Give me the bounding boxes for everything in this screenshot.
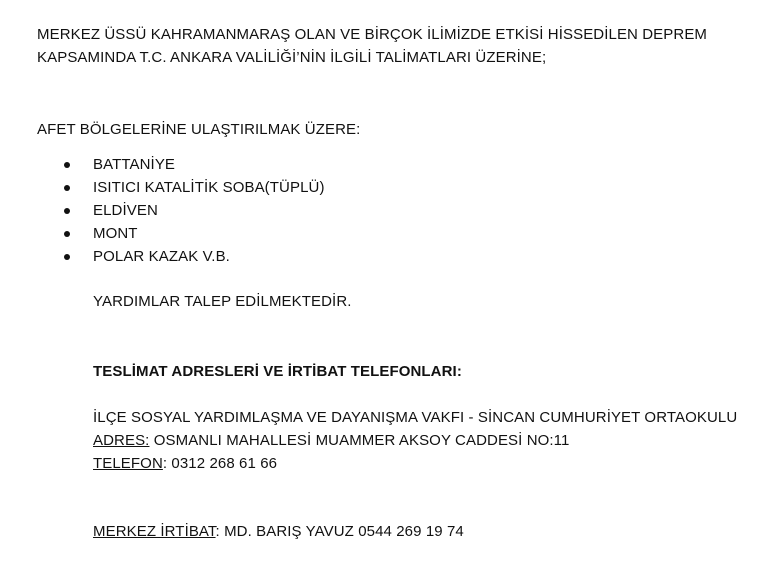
phone-label: TELEFON (93, 455, 163, 472)
list-item: ISITICI KATALİTİK SOBA(TÜPLÜ) (93, 179, 325, 196)
bullet-icon (64, 208, 70, 214)
address-line (93, 431, 569, 451)
bullet-icon (64, 254, 70, 260)
phone-value: : 0312 268 61 66 (162, 455, 278, 472)
intro-line-2: KAPSAMINDA T.C. ANKARA VALİLİĞİ’NİN İLGİLİ TALİMATLARI ÜZERİNE; (37, 49, 547, 66)
list-item: BATTANİYE (93, 156, 176, 173)
list-item: MONT (93, 225, 138, 242)
contact-line (93, 522, 464, 542)
delivery-heading: TESLİMAT ADRESLERİ VE İRTİBAT TELEFONLARI: (93, 363, 462, 380)
bullet-icon (64, 231, 70, 237)
contact-value: : MD. BARIŞ YAVUZ 0544 269 19 74 (215, 523, 464, 540)
list-item: ELDİVEN (93, 202, 158, 219)
organization-line: İLÇE SOSYAL YARDIMLAŞMA VE DAYANIŞMA VAKFI - SİNCAN CUMHURİYET ORTAOKULU (93, 409, 738, 426)
intro-line-1: MERKEZ ÜSSÜ KAHRAMANMARAŞ OLAN VE BİRÇOK İLİMİZDE ETKİSİ HİSSEDİLEN DEPREM (37, 26, 708, 43)
address-value: OSMANLI MAHALLESİ MUAMMER AKSOY CADDESİ NO:11 (149, 432, 570, 449)
phone-line (93, 454, 277, 474)
list-item: POLAR KAZAK V.B. (93, 248, 230, 265)
bullet-icon (64, 185, 70, 191)
address-label: ADRES: (93, 432, 150, 449)
list-heading: AFET BÖLGELERİNE ULAŞTIRILMAK ÜZERE: (37, 121, 361, 138)
bullet-icon (64, 162, 70, 168)
request-line: YARDIMLAR TALEP EDİLMEKTEDİR. (93, 293, 352, 310)
contact-label: MERKEZ İRTİBAT (93, 523, 216, 540)
